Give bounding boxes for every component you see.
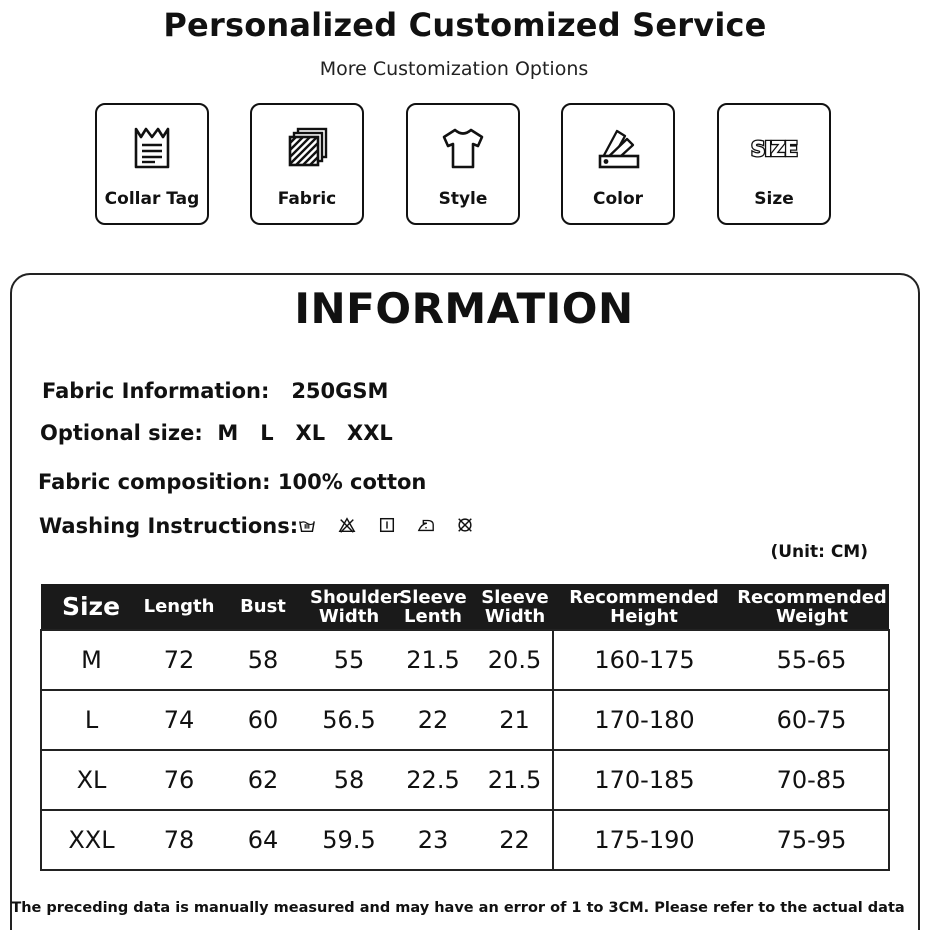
cell-recommended-height: 170-180	[553, 690, 735, 750]
cell-size: XXL	[41, 810, 141, 870]
header-recommended-weight: Recommended Weight	[735, 584, 889, 630]
cell-size: L	[41, 690, 141, 750]
header-sleeve-length: Sleeve Lenth	[389, 584, 477, 630]
cell-sleeve-width: 20.5	[477, 630, 553, 690]
cell-length: 78	[141, 810, 217, 870]
option-label: Color	[592, 189, 644, 209]
header-bust: Bust	[217, 584, 309, 630]
cell-recommended-height: 175-190	[553, 810, 735, 870]
cell-bust: 62	[217, 750, 309, 810]
do-not-bleach-icon	[338, 516, 356, 534]
header-recommended-height: Recommended Height	[553, 584, 735, 630]
optional-size: Optional size: M L XL XXL	[40, 421, 393, 445]
cell-size: M	[41, 630, 141, 690]
customization-options	[95, 103, 831, 225]
cell-sleeve-length: 22.5	[389, 750, 477, 810]
header-shoulder-width: Shoulder Width	[309, 584, 389, 630]
header-length: Length	[141, 584, 217, 630]
cell-bust: 58	[217, 630, 309, 690]
fabric-information: Fabric Information: 250GSM	[42, 379, 389, 403]
cell-shoulder-width: 55	[309, 630, 389, 690]
cell-bust: 60	[217, 690, 309, 750]
cell-sleeve-length: 22	[389, 690, 477, 750]
do-not-dry-clean-icon	[456, 516, 474, 534]
table-row	[41, 630, 889, 690]
measurement-footnote: The preceding data is manually measured and may have an error of 1 to 3CM. Please refer to the actual data	[11, 900, 905, 916]
header-size: Size	[41, 584, 141, 630]
page-title: Personalized Customized Service	[163, 6, 767, 44]
size-text-icon	[744, 123, 804, 173]
washing-instructions-label: Washing Instructions:	[39, 514, 299, 538]
cell-size: XL	[41, 750, 141, 810]
cell-recommended-weight: 55-65	[735, 630, 889, 690]
cell-bust: 64	[217, 810, 309, 870]
cell-length: 76	[141, 750, 217, 810]
cell-sleeve-width: 22	[477, 810, 553, 870]
cell-length: 74	[141, 690, 217, 750]
header-sleeve-width: Sleeve Width	[477, 584, 553, 630]
cell-recommended-height: 170-185	[553, 750, 735, 810]
page-subtitle: More Customization Options	[319, 58, 589, 80]
option-label: Style	[438, 189, 488, 209]
cell-recommended-height: 160-175	[553, 630, 735, 690]
table-header-row	[41, 584, 889, 630]
size-table	[40, 584, 890, 871]
cell-recommended-weight: 60-75	[735, 690, 889, 750]
fabric-composition: Fabric composition: 100% cotton	[38, 470, 427, 494]
table-row	[41, 810, 889, 870]
table-row	[41, 690, 889, 750]
cell-recommended-weight: 75-95	[735, 810, 889, 870]
iron-icon	[417, 516, 435, 534]
option-label: Fabric	[277, 189, 337, 209]
cell-length: 72	[141, 630, 217, 690]
cell-sleeve-width: 21.5	[477, 750, 553, 810]
cell-recommended-weight: 70-85	[735, 750, 889, 810]
cell-shoulder-width: 59.5	[309, 810, 389, 870]
option-size[interactable]	[717, 103, 831, 225]
unit-label: (Unit: CM)	[770, 542, 868, 562]
option-label: Collar Tag	[104, 189, 200, 209]
option-fabric[interactable]	[250, 103, 364, 225]
hand-wash-icon	[298, 516, 316, 534]
size-icon-text: SIZE	[750, 137, 798, 161]
information-title: INFORMATION	[294, 284, 634, 333]
cell-shoulder-width: 56.5	[309, 690, 389, 750]
collar-tag-icon	[127, 123, 177, 173]
option-color[interactable]	[561, 103, 675, 225]
option-style[interactable]	[406, 103, 520, 225]
color-palette-icon	[593, 123, 643, 173]
cell-sleeve-length: 23	[389, 810, 477, 870]
tshirt-icon	[438, 123, 488, 173]
fabric-swatch-icon	[282, 123, 332, 173]
tumble-dry-icon	[378, 516, 396, 534]
option-collar-tag[interactable]	[95, 103, 209, 225]
option-label: Size	[754, 189, 794, 209]
cell-shoulder-width: 58	[309, 750, 389, 810]
cell-sleeve-width: 21	[477, 690, 553, 750]
table-row	[41, 750, 889, 810]
cell-sleeve-length: 21.5	[389, 630, 477, 690]
